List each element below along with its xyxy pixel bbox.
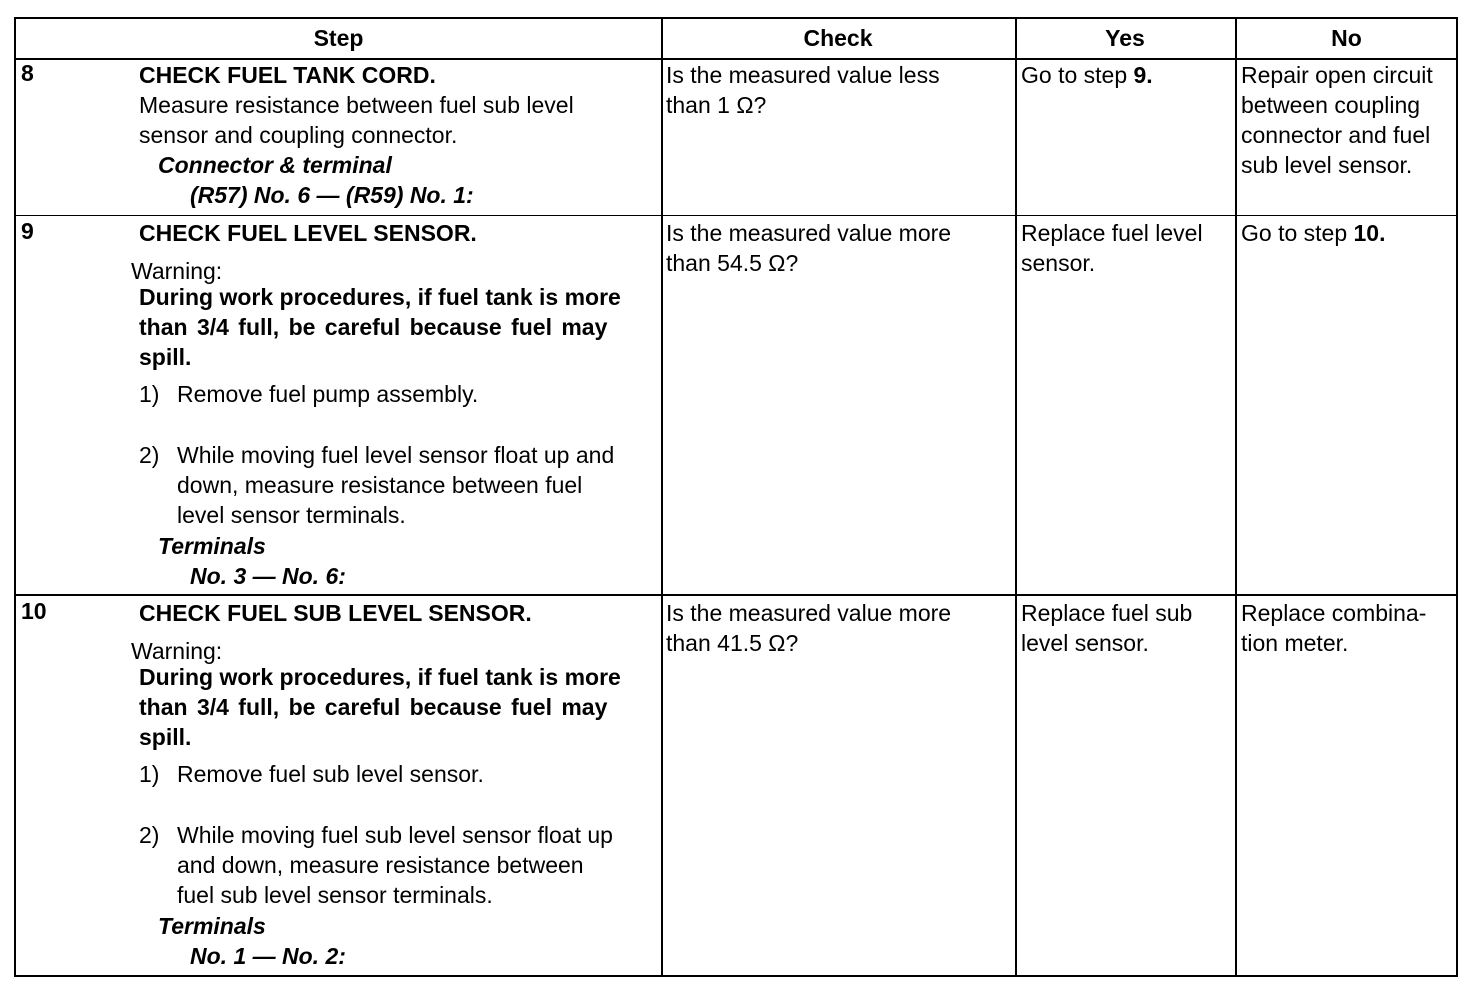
step-line: fuel sub level sensor terminals. [177, 882, 493, 908]
column-divider [661, 19, 663, 975]
step-line: While moving fuel level sensor float up and [177, 442, 615, 468]
check-line: Is the measured value less [666, 62, 940, 88]
header-yes: Yes [1105, 25, 1145, 51]
no-line: tion meter. [1241, 630, 1349, 656]
yes-line: level sensor. [1021, 630, 1149, 656]
column-divider [1015, 19, 1017, 975]
procedure-step [139, 759, 484, 789]
diagnostic-table [14, 17, 1458, 977]
step-index: 1) [139, 381, 160, 407]
row-divider [16, 215, 1456, 216]
header-check: Check [803, 25, 873, 51]
row-divider [16, 594, 1456, 596]
warning-line: spill. [139, 344, 192, 370]
step-text: Measure resistance between fuel sub level [139, 92, 574, 118]
spec-value: No. 1 — No. 2: [190, 943, 346, 969]
column-divider [1235, 19, 1237, 975]
step-number: 9 [21, 218, 34, 244]
spec-value: No. 3 — No. 6: [190, 563, 346, 589]
warning-label: Warning: [131, 638, 223, 664]
step-title: CHECK FUEL LEVEL SENSOR. [139, 220, 477, 246]
warning-line: than 3/4 full, be careful because fuel may [139, 314, 608, 340]
no-step-ref: 10. [1353, 220, 1386, 246]
step-text: sensor and coupling connector. [139, 122, 458, 148]
step-line: and down, measure resistance between [177, 852, 584, 878]
spec-label: Terminals [158, 533, 266, 559]
no-line: sub level sensor. [1241, 152, 1413, 178]
no-line: between coupling [1241, 92, 1421, 118]
no-line: Repair open circuit [1241, 62, 1433, 88]
yes-text [1021, 60, 1153, 90]
step-text [177, 820, 613, 910]
warning-line: spill. [139, 724, 192, 750]
step-line: While moving fuel sub level sensor float up [177, 822, 613, 848]
yes-text [1021, 218, 1203, 278]
no-line: connector and fuel [1241, 122, 1431, 148]
yes-prefix: Go to step [1021, 62, 1134, 88]
check-text [666, 218, 951, 278]
no-text [1241, 60, 1433, 180]
check-line: Is the measured value more [666, 220, 952, 246]
yes-line: Replace fuel level [1021, 220, 1203, 246]
warning-label: Warning: [131, 258, 223, 284]
procedure-step [139, 379, 479, 409]
step-content [139, 60, 574, 210]
step-title: CHECK FUEL SUB LEVEL SENSOR. [139, 600, 532, 626]
step-text: Remove fuel pump assembly. [177, 381, 479, 407]
spec-value: (R57) No. 6 — (R59) No. 1: [190, 182, 474, 208]
step-number: 10 [21, 598, 47, 624]
yes-text [1021, 598, 1192, 658]
no-text [1241, 218, 1386, 248]
check-text [666, 598, 951, 658]
step-text: Remove fuel sub level sensor. [177, 761, 484, 787]
check-line: than 41.5 Ω? [666, 630, 799, 656]
warning-line: During work procedures, if fuel tank is more [139, 664, 621, 690]
warning-line: During work procedures, if fuel tank is more [139, 284, 621, 310]
procedure-step [139, 440, 615, 528]
step-index: 2) [139, 822, 160, 848]
yes-line: Replace fuel sub [1021, 600, 1193, 626]
spec-label: Connector & terminal [158, 152, 392, 178]
check-text [666, 60, 940, 120]
yes-step-ref: 9. [1133, 62, 1153, 88]
step-index: 1) [139, 761, 160, 787]
header-step: Step [313, 25, 364, 51]
step-number: 8 [21, 60, 34, 86]
check-line: than 1 Ω? [666, 92, 767, 118]
no-line: Replace combina- [1241, 600, 1427, 626]
no-prefix: Go to step [1241, 220, 1354, 246]
spec-label: Terminals [158, 913, 266, 939]
warning-line: than 3/4 full, be careful because fuel may [139, 694, 608, 720]
header-no: No [1331, 25, 1362, 51]
step-title: CHECK FUEL TANK CORD. [139, 62, 436, 88]
step-line: level sensor terminals. [177, 502, 406, 528]
warning-text [139, 282, 656, 372]
no-text [1241, 598, 1426, 658]
step-text [177, 440, 614, 530]
yes-line: sensor. [1021, 250, 1096, 276]
check-line: than 54.5 Ω? [666, 250, 799, 276]
step-line: down, measure resistance between fuel [177, 472, 583, 498]
check-line: Is the measured value more [666, 600, 952, 626]
step-index: 2) [139, 442, 160, 468]
procedure-step [139, 820, 613, 908]
warning-text [139, 662, 656, 752]
